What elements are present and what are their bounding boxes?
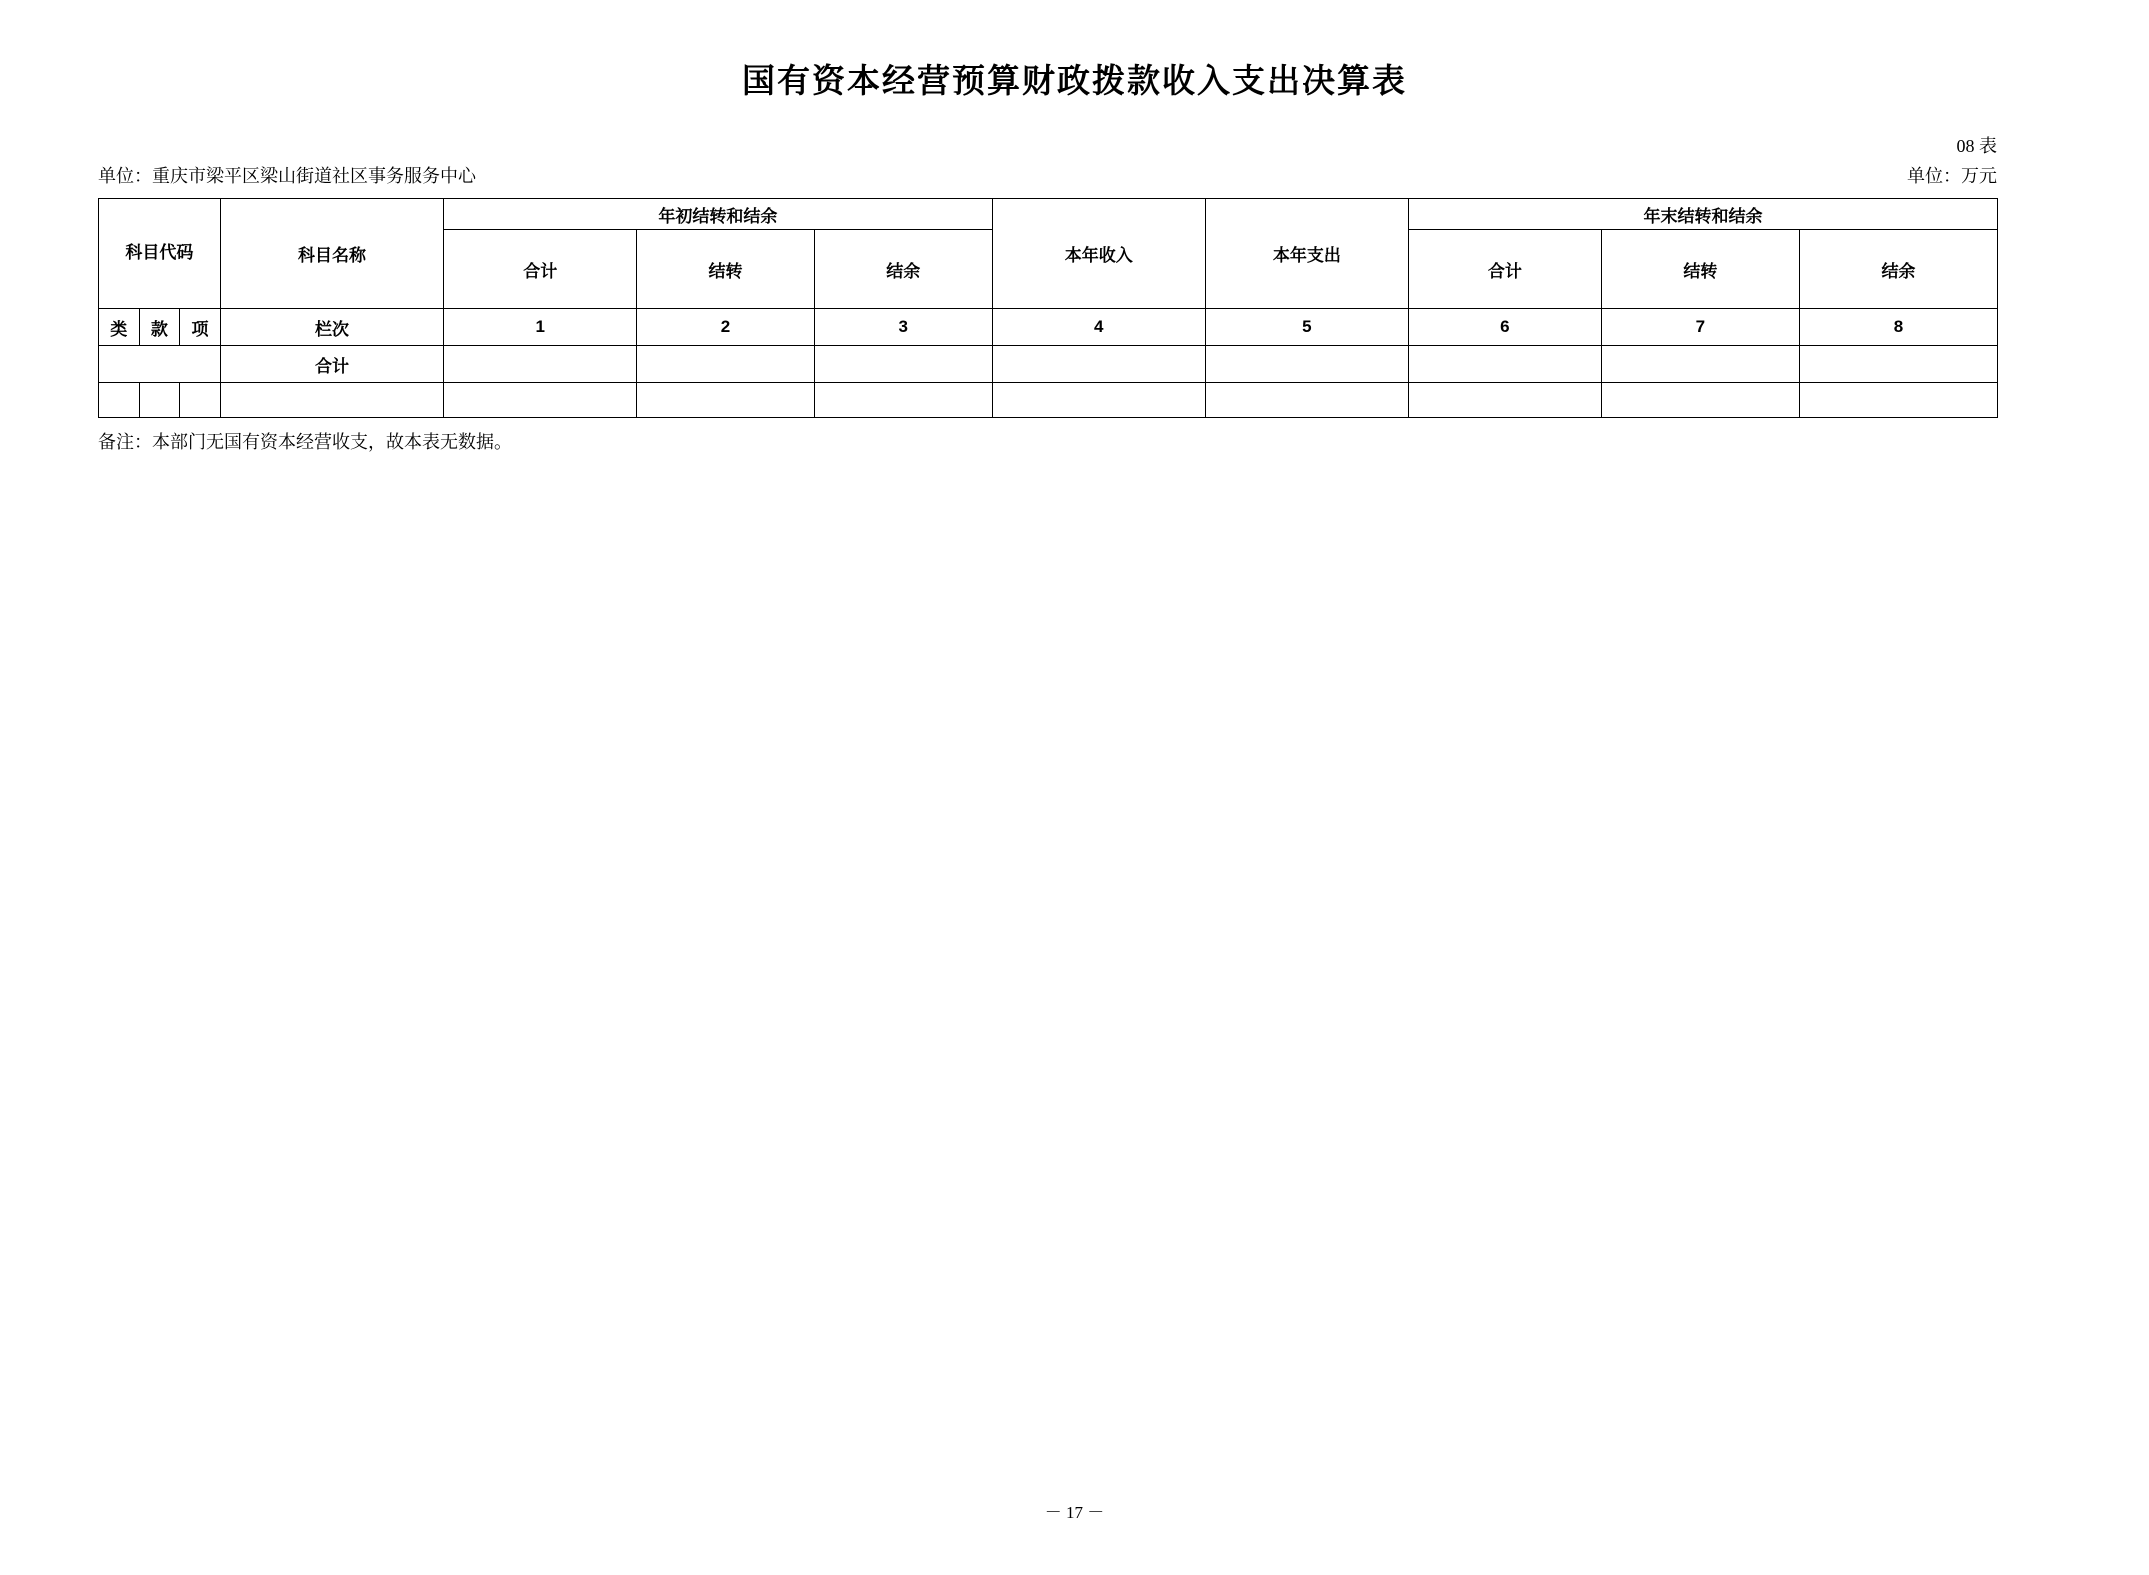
table-row [99,383,1998,418]
row-number-8: 8 [1799,309,1997,346]
total-begin-carryover [637,346,815,383]
currency-unit: 单位：万元 [1907,166,1997,186]
row-number-7: 7 [1601,309,1799,346]
table-note: 备注：本部门无国有资本经营收支，故本表无数据。 [98,432,512,452]
row-number-3: 3 [814,309,992,346]
total-row-code [99,346,221,383]
header-end-surplus: 结余 [1799,230,1997,309]
unit-name: 单位：重庆市梁平区梁山街道社区事务服务中心 [98,166,476,186]
header-begin-balance-group: 年初结转和结余 [444,199,992,230]
blank-code-item [180,383,221,418]
header-code: 科目代码 [99,199,221,309]
total-end-total [1408,346,1601,383]
total-end-carryover [1601,346,1799,383]
table-rownum-row [99,309,1998,346]
blank-begin-carryover [637,383,815,418]
blank-year-income [992,383,1205,418]
header-name: 科目名称 [220,199,443,309]
row-number-4: 4 [992,309,1205,346]
blank-code-class [99,383,140,418]
blank-end-surplus [1799,383,1997,418]
row-number-1: 1 [444,309,637,346]
blank-code-section [139,383,180,418]
row-number-6: 6 [1408,309,1601,346]
blank-end-total [1408,383,1601,418]
header-begin-surplus: 结余 [814,230,992,309]
header-code-item: 项 [180,309,221,346]
page-title: 国有资本经营预算财政拨款收入支出决算表 [742,62,1407,99]
total-row-label: 合计 [220,346,443,383]
table-row [99,346,1998,383]
header-end-total: 合计 [1408,230,1601,309]
page-number: － 17 － [1044,1503,1105,1522]
total-begin-total [444,346,637,383]
total-end-surplus [1799,346,1997,383]
form-number: 08 表 [1956,136,1997,156]
table-header-group-row [99,199,1998,230]
total-begin-surplus [814,346,992,383]
header-code-section: 款 [139,309,180,346]
header-end-balance-group: 年末结转和结余 [1408,199,1997,230]
header-end-carryover: 结转 [1601,230,1799,309]
blank-end-carryover [1601,383,1799,418]
blank-begin-total [444,383,637,418]
budget-table [98,198,1998,418]
form-number-row [0,132,2149,158]
blank-year-expense [1205,383,1408,418]
header-begin-carryover: 结转 [637,230,815,309]
unit-row [0,162,2149,188]
row-number-label: 栏次 [220,309,443,346]
total-year-income [992,346,1205,383]
row-number-5: 5 [1205,309,1408,346]
row-number-2: 2 [637,309,815,346]
blank-name [220,383,443,418]
total-year-expense [1205,346,1408,383]
header-year-income: 本年收入 [992,199,1205,309]
document-page [0,55,2149,1575]
header-year-expense: 本年支出 [1205,199,1408,309]
header-begin-total: 合计 [444,230,637,309]
header-code-class: 类 [99,309,140,346]
blank-begin-surplus [814,383,992,418]
